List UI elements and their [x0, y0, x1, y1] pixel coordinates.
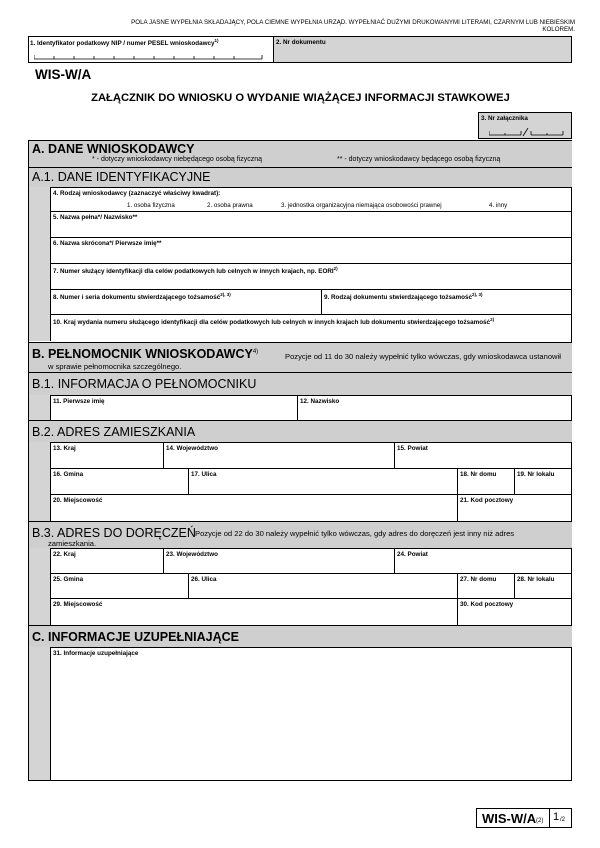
field-11-label: 11. Pierwsze imię — [53, 398, 105, 405]
field-15-label: 15. Powiat — [397, 445, 428, 452]
field-26-street[interactable] — [188, 573, 457, 598]
field-19-apartment-number[interactable] — [514, 468, 571, 494]
field-17-street[interactable] — [188, 468, 457, 494]
footer-divider — [549, 809, 550, 827]
field-3-label: 3. Nr załącznika — [481, 115, 528, 122]
field-21-postal-code[interactable] — [457, 494, 571, 521]
field-8-label: 8. Numer i seria dokumentu stwierdzającego tożsamość — [53, 294, 221, 302]
nip-digit-slots — [34, 52, 264, 60]
field-12-surname[interactable] — [297, 395, 571, 420]
field-31-additional-info[interactable] — [50, 647, 571, 780]
section-b2-gutter — [29, 442, 50, 521]
field-1-nip-pesel[interactable] — [28, 36, 273, 63]
section-b1-title: B.1. INFORMACJA O PEŁNOMOCNIKU — [32, 377, 257, 391]
section-b3-note-line2: zamieszkania. — [48, 539, 97, 548]
field-24-label: 24. Powiat — [397, 551, 428, 558]
section-a-title: A. DANE WNIOSKODAWCY — [32, 142, 195, 156]
section-a-header — [29, 140, 572, 167]
field-26-label: 26. Ulica — [191, 576, 217, 583]
field-23-label: 23. Województwo — [166, 551, 219, 558]
footer-form-id — [476, 808, 572, 828]
section-b-header — [29, 342, 572, 372]
field-1-footnote: 1) — [214, 38, 219, 43]
field-10-issuing-country[interactable] — [50, 314, 571, 341]
section-b-note-line1: Pozycje od 11 do 30 należy wypełnić tylko wówczas, gdy wnioskodawca ustanowił — [285, 352, 561, 361]
field-22-country[interactable] — [50, 548, 163, 573]
field-5-full-name[interactable] — [50, 211, 571, 237]
section-c-header — [29, 625, 572, 647]
section-b2-header — [29, 420, 572, 442]
field-9-id-document-type[interactable] — [321, 289, 571, 314]
applicant-type-option-4[interactable]: 4. inny — [489, 202, 508, 209]
section-a-note-left: * - dotyczy wnioskodawcy niebędącego osobą fizyczną — [92, 156, 263, 163]
footer-form-code: WIS-W/A — [482, 811, 537, 826]
applicant-type-option-1[interactable]: 1. osoba fizyczna — [127, 202, 175, 209]
section-a-gutter — [29, 187, 50, 341]
field-27-label: 27. Nr domu — [460, 576, 497, 583]
section-b3-header — [29, 521, 572, 548]
field-18-house-number[interactable] — [457, 468, 514, 494]
field-16-municipality[interactable] — [50, 468, 188, 494]
field-27-house-number[interactable] — [457, 573, 514, 598]
field-14-voivodeship[interactable] — [163, 442, 394, 468]
footer-form-version: (2) — [536, 818, 544, 824]
field-24-county[interactable] — [394, 548, 571, 573]
field-25-label: 25. Gmina — [53, 576, 84, 583]
section-b1-gutter — [29, 395, 50, 420]
section-b3-note-line1: Pozycje od 22 do 30 należy wypełnić tylko wówczas, gdy adres do doręczeń jest inny niż adres — [195, 529, 515, 538]
section-a-note-right: ** - dotyczy wnioskodawcy będącego osobą fizyczną — [337, 156, 501, 163]
field-7-foreign-tax-id[interactable] — [50, 263, 571, 289]
field-2-label: 2. Nr dokumentu — [276, 39, 326, 46]
field-6-short-name[interactable] — [50, 237, 571, 263]
field-30-label: 30. Kod pocztowy — [460, 601, 514, 608]
field-13-country[interactable] — [50, 442, 163, 468]
field-31-label: 31. Informacje uzupełniające — [53, 650, 139, 657]
field-12-label: 12. Nazwisko — [300, 398, 340, 405]
field-18-label: 18. Nr domu — [460, 471, 497, 478]
field-19-label: 19. Nr lokalu — [517, 471, 555, 478]
section-b2-title: B.2. ADRES ZAMIESZKANIA — [32, 425, 196, 439]
section-c-title: C. INFORMACJE UZUPEŁNIAJĄCE — [32, 630, 239, 644]
field-6-label: 6. Nazwa skrócona*/ Pierwsze imię** — [53, 240, 162, 247]
section-b3-title: B.3. ADRES DO DORĘCZEŃ — [32, 526, 196, 540]
section-b-footnote: 4) — [252, 348, 259, 355]
field-9-label: 9. Rodzaj dokumentu stwierdzającego tożsamość — [324, 294, 473, 302]
attachment-number-slots — [489, 128, 565, 137]
section-b-title: B. PEŁNOMOCNIK WNIOSKODAWCY — [32, 347, 253, 361]
field-8-footnote: 2), 3) — [220, 292, 231, 297]
field-22-label: 22. Kraj — [53, 551, 76, 558]
footer-page-number: 1 — [553, 811, 560, 823]
section-a1-title: A.1. DANE IDENTYFIKACYJNE — [32, 170, 211, 184]
field-30-postal-code[interactable] — [457, 598, 571, 625]
field-4-label: 4. Rodzaj wnioskodawcy (zaznaczyć właściwy kwadrat): — [53, 190, 221, 197]
section-a1-header — [29, 167, 572, 187]
field-10-footnote: 2) — [490, 317, 495, 322]
field-17-label: 17. Ulica — [191, 471, 217, 478]
section-c-gutter — [29, 647, 50, 780]
field-15-county[interactable] — [394, 442, 571, 468]
top-notice: POLA JASNE WYPEŁNIA SKŁADAJĄCY, POLA CIEMNE WYPEŁNIA URZĄD. WYPEŁNIAĆ DUŻYMI DRUKOWANYMI LITERAMI, CZARNYM LUB NIEBIESKIM KOLOREM. — [131, 19, 575, 33]
section-b3-gutter — [29, 548, 50, 625]
field-10-label: 10. Kraj wydania numeru służącego identyfikacji dla celów podatkowych lub celnych w innych krajach lub dokumentu stwierdzającego tożsamość — [53, 319, 491, 327]
field-29-city[interactable] — [50, 598, 457, 625]
footer-page-total: /2 — [560, 817, 566, 823]
applicant-type-option-2[interactable]: 2. osoba prawna — [207, 202, 253, 209]
field-23-voivodeship[interactable] — [163, 548, 394, 573]
field-14-label: 14. Województwo — [166, 445, 219, 452]
field-1-label: 1. Identyfikator podatkowy NIP / numer PESEL wnioskodawcy — [30, 40, 215, 48]
field-16-label: 16. Gmina — [53, 471, 84, 478]
field-4-applicant-type — [50, 187, 571, 211]
field-7-label: 7. Numer służący identyfikacji dla celów podatkowych lub celnych w innych krajach, np. EORI — [53, 268, 334, 276]
field-9-footnote: 2), 3) — [472, 292, 483, 297]
field-2-document-number — [273, 36, 572, 63]
field-28-label: 28. Nr lokalu — [517, 576, 555, 583]
field-29-label: 29. Miejscowość — [53, 601, 103, 608]
field-13-label: 13. Kraj — [53, 445, 76, 452]
field-11-first-name[interactable] — [50, 395, 297, 420]
section-b1-header — [29, 372, 572, 395]
section-b-note-line2: w sprawie pełnomocnika szczególnego. — [48, 362, 182, 371]
form-code: WIS-W/A — [35, 67, 92, 82]
field-5-label: 5. Nazwa pełna*/ Nazwisko** — [53, 214, 138, 221]
field-28-apartment-number[interactable] — [514, 573, 571, 598]
field-8-id-document-number[interactable] — [50, 289, 321, 314]
field-21-label: 21. Kod pocztowy — [460, 497, 514, 504]
field-3-attachment-number — [478, 112, 572, 139]
field-7-footnote: 2) — [333, 266, 338, 271]
field-20-label: 20. Miejscowość — [53, 497, 103, 504]
field-25-municipality[interactable] — [50, 573, 188, 598]
form-title: ZAŁĄCZNIK DO WNIOSKU O WYDANIE WIĄŻĄCEJ INFORMACJI STAWKOWEJ — [91, 92, 510, 104]
field-20-city[interactable] — [50, 494, 457, 521]
applicant-type-option-3[interactable]: 3. jednostka organizacyjna niemająca osobowości prawnej — [281, 202, 442, 209]
